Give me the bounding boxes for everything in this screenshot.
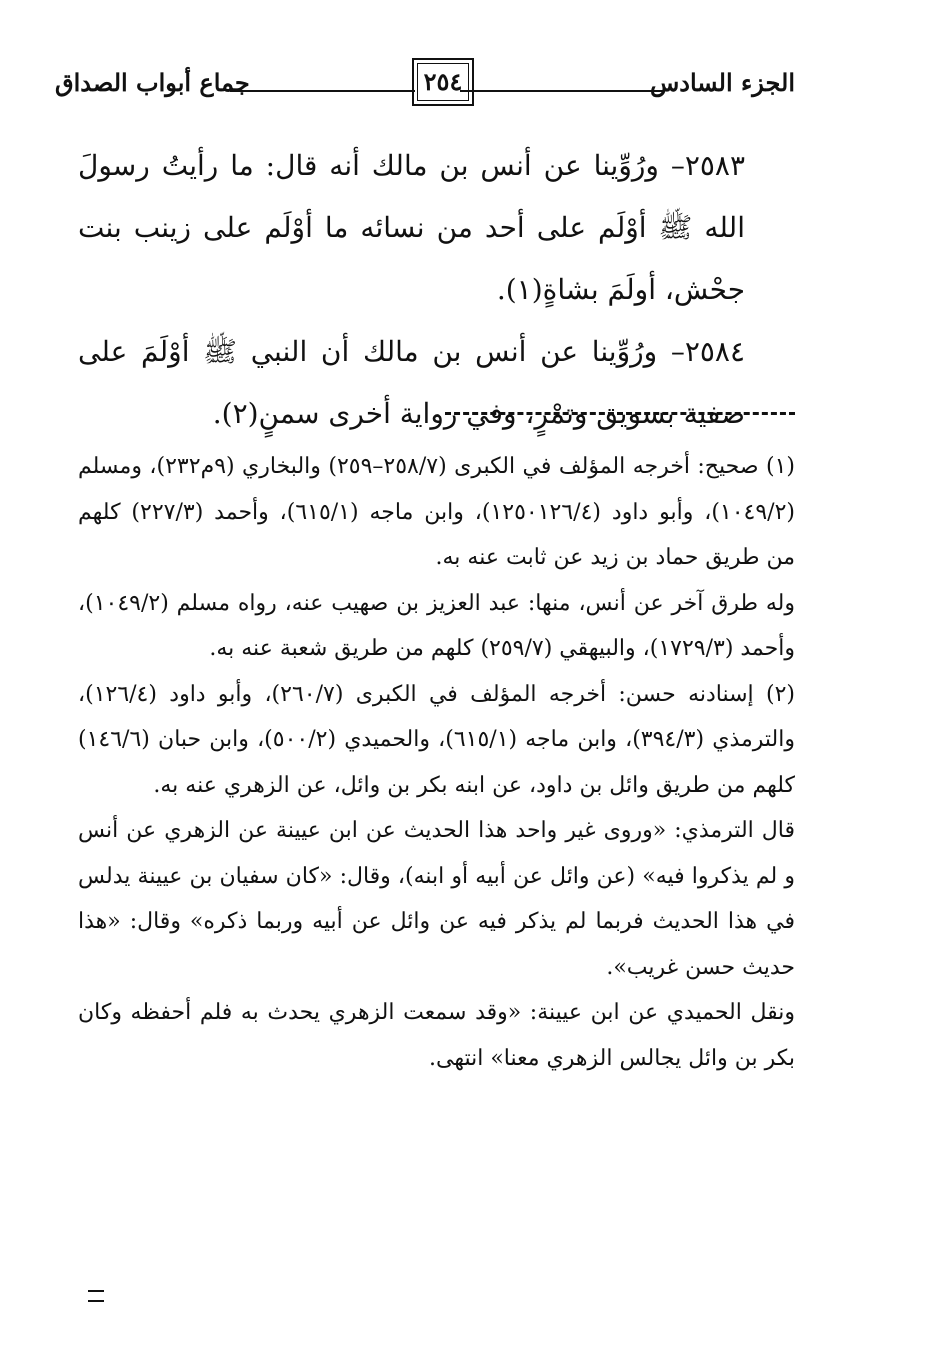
main-text [78,135,795,445]
page-header [55,58,795,108]
header-rule-right [460,90,665,92]
footnote-1-continued: وله طرق آخر عن أنس، منها: عبد العزيز بن صهيب عنه، رواه مسلم (١٠٤٩/٢)، وأحمد (١٧٢٩/٣)، والبيهقي (٢٥٩/٧) كلهم من طريق شعبة عنه به. [78,590,795,661]
volume-title: الجزء السادس [649,68,795,97]
end-mark [88,1290,104,1302]
footnote-separator [445,412,795,415]
footnote-2-tirmidhi: قال الترمذي: «وروى غير واحد هذا الحديث عن ابن عيينة عن الزهري عن أنس و لم يذكروا فيه» (عن وائل عن أبيه أو ابنه)، وقال: «كان سفيان بن عيينة يدلس في هذا الحديث فربما لم يذكر فيه عن وائل عن أبيه وربما ذكره» وقال: «هذا حديث حسن غريب». [78,818,795,980]
footnote-1: (١) صحيح: أخرجه المؤلف في الكبرى (٢٥٨/٧–٢٥٩) والبخاري (٩م٢٣٢)، ومسلم (١٠٤٩/٢)، وأبو داود (١٢٥٠١٢٦/٤)، وابن ماجه (٦١٥/١)، وأحمد (٢٢٧/٣) كلهم من طريق حماد بن زيد عن ثابت عنه به. [78,454,795,570]
footnotes [78,444,795,1081]
footnote-2-humaydi: ونقل الحميدي عن ابن عيينة: «وقد سمعت الزهري يحدث به فلم أحفظه وكان بكر بن وائل يجالس الزهري معنا» انتهى. [78,1000,795,1071]
page-number: ٢٥٤ [412,58,474,106]
hadith-2584: ٢٥٨٤– ورُوِّينا عن أنس بن مالك أن النبي ﷺ أوْلَمَ على صفية بسويق وتمْرٍ، وفي رواية أخرى سمنٍ(٢). [78,335,745,430]
header-rule-left [230,90,415,92]
footnote-2: (٢) إسنادنه حسن: أخرجه المؤلف في الكبرى (٢٦٠/٧)، وأبو داود (١٢٦/٤)، والترمذي (٣٩٤/٣)، وابن ماجه (٦١٥/١)، والحميدي (٥٠٠/٢)، وابن حبان (١٤٦/٦) كلهم من طريق وائل بن داود، عن ابنه بكر بن وائل، عن الزهري عنه به. [78,681,795,798]
chapter-title: جماع أبواب الصداق [55,68,250,97]
hadith-2583: ٢٥٨٣– ورُوِّينا عن أنس بن مالك أنه قال: ما رأيتُ رسولَ الله ﷺ أوْلَم على أحد من نسائه ما أوْلَم على زينب بنت جحْش، أولَمَ بشاةٍ(١). [78,149,745,306]
